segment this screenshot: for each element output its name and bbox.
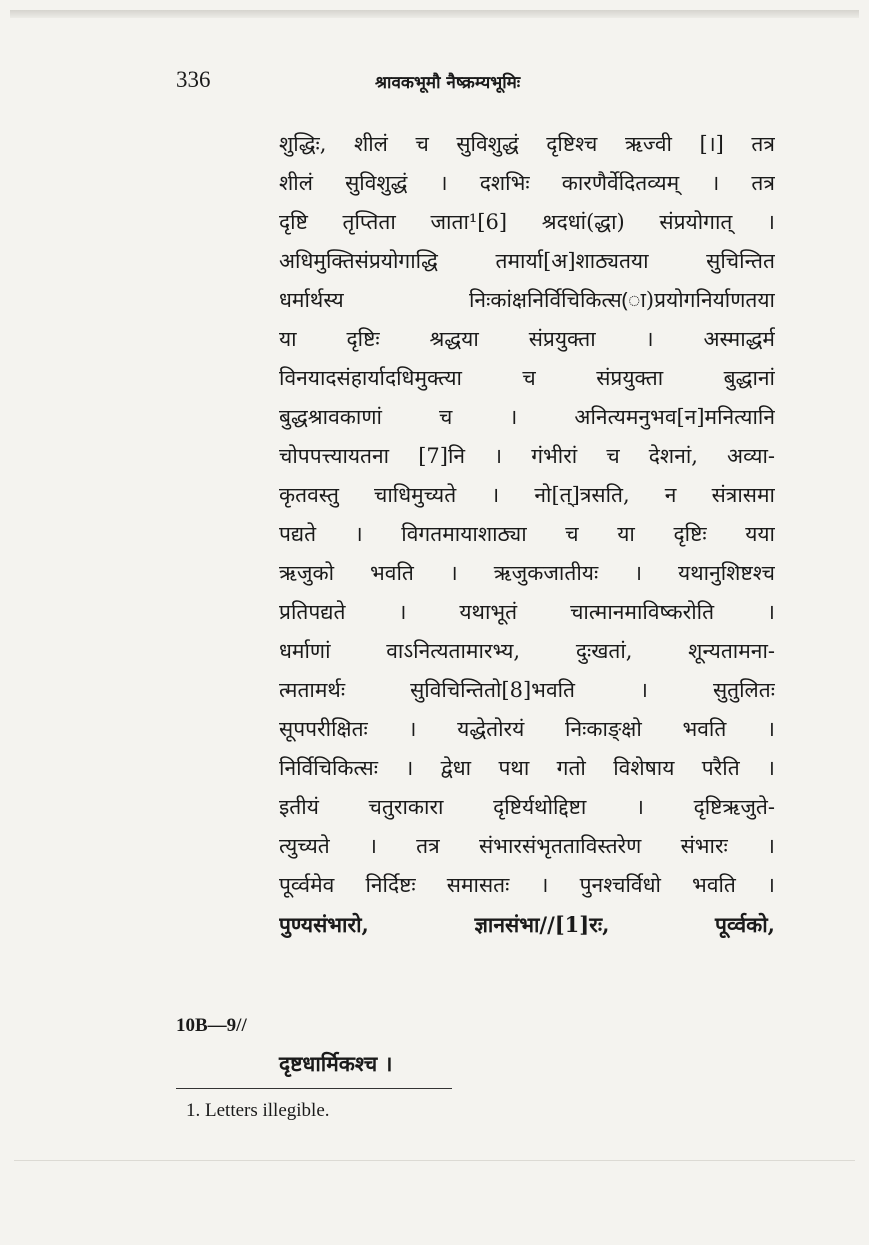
text-line: शुद्धिः, शीलं च सुविशुद्धं दृष्टिश्च ऋज्वी [।] तत्र xyxy=(279,132,775,156)
text-line: त्मतामर्थः सुविचिन्तितो[8]भवति । सुतुलितः xyxy=(279,678,775,702)
text-line: अधिमुक्तिसंप्रयोगाद्धि तमार्या[अ]शाठ्यतया सुचिन्तित xyxy=(279,249,775,273)
text-line: शीलं सुविशुद्धं । दशभिः कारणैर्वेदितव्यम् । तत्र xyxy=(279,171,775,195)
page-number: 336 xyxy=(176,67,211,92)
text-line-final: दृष्टधार्मिकश्च । xyxy=(279,1051,393,1076)
text-line: निर्विचिकित्सः । द्वेधा पथा गतो विशेषाय परैति । xyxy=(279,756,775,780)
text-line: इतीयं चतुराकारा दृष्टिर्यथोद्दिष्टा । दृष्टिऋजुते- xyxy=(279,795,775,819)
text-line: विनयादसंहार्यादधिमुक्त्या च संप्रयुक्ता बुद्धानां xyxy=(279,366,775,390)
text-line: प्रतिपद्यते । यथाभूतं चात्मानमाविष्करोति । xyxy=(279,600,775,624)
text-line: सूपपरीक्षितः । यद्धेतोरयं निःकाङ्क्षो भवति । xyxy=(279,717,775,741)
text-line: कृतवस्तु चाधिमुच्यते । नो[त्]त्रसति, न संत्रासमा xyxy=(279,483,775,507)
text-line: पूर्व्वमेव निर्दिष्टः समासतः । पुनश्चर्विधो भवति । xyxy=(279,873,775,897)
text-line: पुण्यसंभारो, ज्ञानसंभा//[1]रः, पूर्व्वको, xyxy=(279,912,775,937)
text-line: धर्मार्थस्य निःकांक्षनिर्विचिकित्स(ा)प्रयोगनिर्याणतया xyxy=(279,288,775,312)
text-line: या दृष्टिः श्रद्धया संप्रयुक्ता । अस्माद्धर्म xyxy=(279,327,775,351)
scan-artifact-line xyxy=(14,1160,855,1161)
text-line: धर्माणां वाऽनित्यतामारभ्य, दुःखतां, शून्यतामना- xyxy=(279,639,775,663)
text-line: बुद्धश्रावकाणां च । अनित्यमनुभव[न]मनित्यानि xyxy=(279,405,775,429)
body-text xyxy=(279,125,775,944)
text-line: पद्यते । विगतमायाशाठ्या च या दृष्टिः यया xyxy=(279,522,775,546)
footnote-divider xyxy=(176,1088,452,1089)
text-line: त्युच्यते । तत्र संभारसंभृतताविस्तरेण संभारः । xyxy=(279,834,775,858)
text-line: दृष्टि तृप्तिता जाता¹[6] श्रदधां(द्धा) संप्रयोगात् । xyxy=(279,210,775,234)
running-head: श्रावकभूमौ नैष्क्रम्यभूमिः xyxy=(375,73,521,93)
text-line: चोपपत्त्यायतना [7]नि । गंभीरां च देशनां, अव्या- xyxy=(279,444,775,468)
footnote: 1. Letters illegible. xyxy=(186,1100,330,1121)
page-top-edge xyxy=(10,10,859,18)
text-line: ऋजुको भवति । ऋजुकजातीयः । यथानुशिष्टश्च xyxy=(279,561,775,585)
margin-folio-reference: 10B—9// xyxy=(176,1015,247,1036)
